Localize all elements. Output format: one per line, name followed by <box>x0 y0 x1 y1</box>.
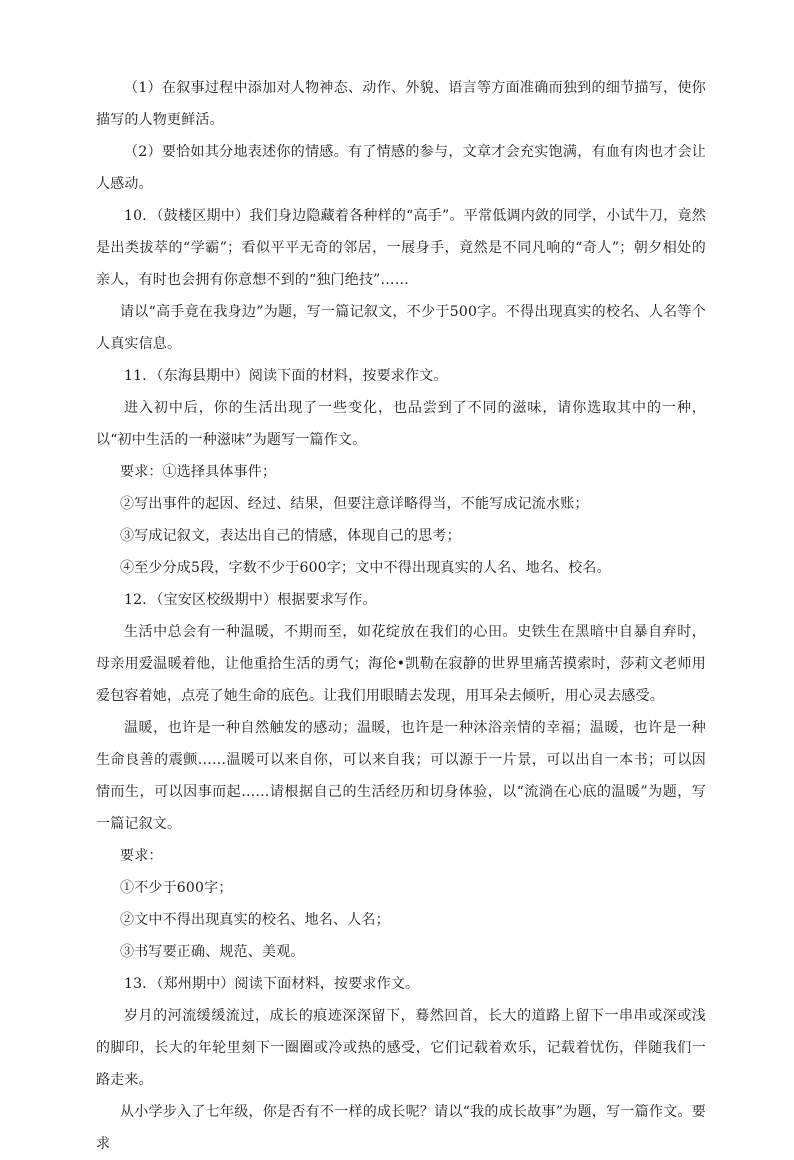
requirement-item: ③书写要正确、规范、美观。 <box>120 944 305 960</box>
question-11: 11．（东海县期中）阅读下面的材料，按要求作文。 <box>124 368 448 384</box>
document-body <box>96 72 706 1160</box>
requirement-item: 要求：①选择具体事件； <box>120 464 277 480</box>
paragraph: 请以“高手竟在我身边”为题，写一篇记叙文，不少于500字。不得出现真实的校名、人名等个人真实信息。 <box>96 304 706 352</box>
requirement-item: ②文中不得出现真实的校名、地名、人名； <box>120 912 390 928</box>
requirement-item: ④至少分成5段，字数不少于600字；文中不得出现真实的人名、地名、校名。 <box>120 560 611 576</box>
paragraph: 生活中总会有一种温暖，不期而至，如花绽放在我们的心田。史铁生在黑暗中自暴自弃时，母亲用爱温暖着他，让他重拾生活的勇气；海伦•凯勒在寂静的世界里痛苦摸索时，莎莉文老师用爱包容着她，点亮了她生命的底色。让我们用眼睛去发现，用耳朵去倾听，用心灵去感受。 <box>96 624 706 704</box>
question-10: 10．（鼓楼区期中）我们身边隐藏着各种样的“高手”。平常低调内敛的同学，小试牛刀，竟然是出类拔萃的“学霸”；看似平平无奇的邻居，一展身手，竟然是不同凡响的“奇人”；朝夕相处的亲人，有时也会拥有你意想不到的“独门绝技”…… <box>96 208 706 288</box>
requirement-heading: 要求： <box>120 848 163 864</box>
paragraph: （2）要恰如其分地表述你的情感。有了情感的参与，文章才会充实饱满，有血有肉也才会让人感动。 <box>96 144 706 192</box>
requirement-item: ①不少于600字； <box>120 880 233 896</box>
paragraph: 进入初中后，你的生活出现了一些变化，也品尝到了不同的滋味，请你选取其中的一种，以“初中生活的一种滋味”为题写一篇作文。 <box>96 400 706 448</box>
question-12: 12．（宝安区校级期中）根据要求写作。 <box>124 592 377 608</box>
question-13: 13．（郑州期中）阅读下面材料，按要求作文。 <box>124 976 420 992</box>
paragraph: 温暖，也许是一种自然触发的感动；温暖，也许是一种沐浴亲情的幸福；温暖，也许是一种生命良善的震颤……温暖可以来自你，可以来自我；可以源于一片景，可以出自一本书；可以因情而生，可以因事而起……请根据自己的生活经历和切身体验，以“流淌在心底的温暖”为题，写一篇记叙文。 <box>96 720 706 832</box>
paragraph: （1）在叙事过程中添加对人物神态、动作、外貌、语言等方面准确而独到的细节描写，使你描写的人物更鲜活。 <box>96 80 706 128</box>
paragraph: 从小学步入了七年级，你是否有不一样的成长呢？请以“我的成长故事”为题，写一篇作文。要求 <box>96 1104 706 1152</box>
paragraph: 岁月的河流缓缓流过，成长的痕迹深深留下，蓦然回首，长大的道路上留下一串串或深或浅的脚印，长大的年轮里刻下一圈圈或冷或热的感受，它们记载着欢乐，记载着忧伤，伴随我们一路走来。 <box>96 1008 706 1088</box>
requirement-item: ②写出事件的起因、经过、结果，但要注意详略得当，不能写成记流水账； <box>120 496 589 512</box>
requirement-item: ③写成记叙文，表达出自己的情感，体现自己的思考； <box>120 528 461 544</box>
